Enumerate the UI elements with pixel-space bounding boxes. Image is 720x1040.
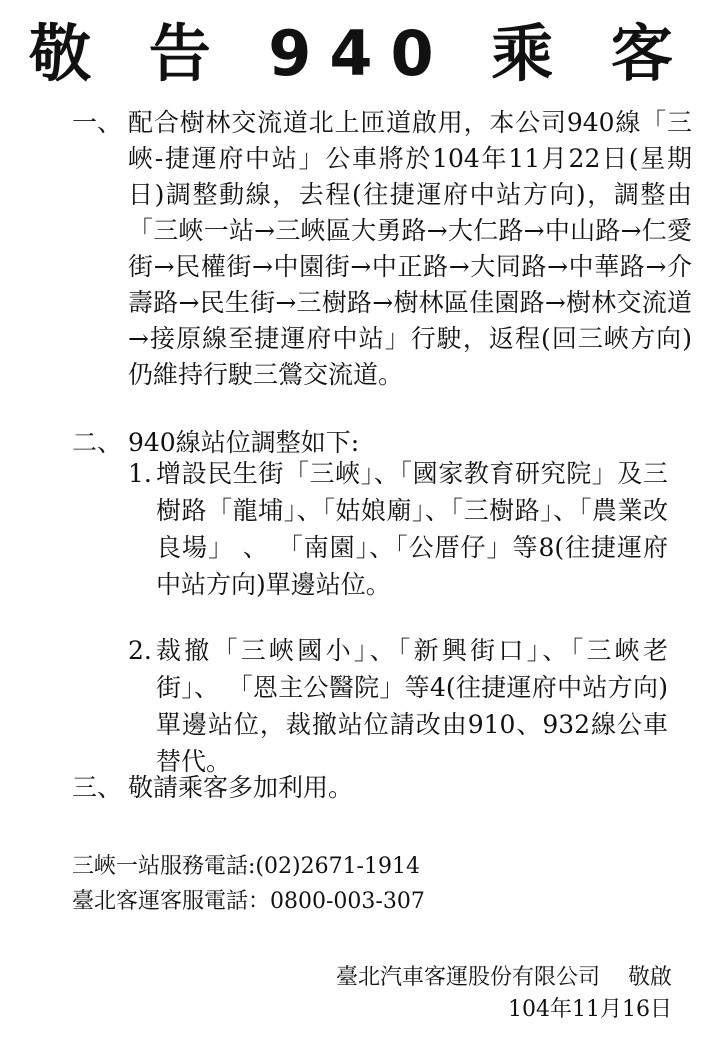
subitem-text: 增設民生街「三峽」、「國家教育研究院」及三樹路「龍埔」、「姑娘廟」、「三樹路」、「農業改良場」 、 「南園」、「公厝仔」等8(往捷運府中站方向)單邊站位。 [156, 459, 668, 599]
company-name: 臺北汽車客運股份有限公司 [335, 965, 600, 990]
salutation: 敬啟 [627, 965, 672, 990]
subitem-text: 裁撤「三峽國小」、「新興街口」、「三峽老街」、 「恩主公醫院」等4(往捷運府中站方向)單邊站位，裁撤站位請改由910、932線公車替代。 [156, 636, 668, 776]
item-text: 敬請乘客多加利用。 [128, 773, 354, 802]
item-marker: 三、 [72, 773, 123, 802]
notice-subitem-1 [128, 455, 668, 603]
contact-phone-service: 臺北客運客服電話：0800-003-307 [72, 889, 425, 914]
notice-title: 敬 告 940 乘 客 [29, 17, 691, 90]
item-marker: 二、 [72, 428, 123, 457]
notice-item-3 [72, 770, 692, 806]
item-marker: 一、 [72, 108, 123, 137]
notice-date: 104年11月16日 [508, 997, 672, 1022]
contact-phone-station: 三峽一站服務電話:(02)2671-1914 [72, 854, 420, 879]
subitem-number: 2. [128, 636, 152, 665]
item-text: 940線站位調整如下: [128, 428, 360, 457]
notice-subitem-2 [128, 632, 668, 780]
item-text: 配合樹林交流道北上匝道啟用，本公司940線「三峽-捷運府中站」公車將於104年11月22日(星期日)調整動線，去程(往捷運府中站方向)，調整由「三峽一站→三峽區大勇路→大仁路→中山路→仁愛街→民權街→中園街→中正路→大同路→中華路→介壽路→民生街→三樹路→樹林區佳園路→樹林交流道→接原線至捷運府中站」行駛，返程(回三峽方向)仍維持行駛三鶯交流道。 [128, 108, 692, 389]
subitem-number: 1. [128, 459, 152, 488]
notice-item-1 [72, 105, 692, 393]
signature-block [336, 962, 672, 1026]
